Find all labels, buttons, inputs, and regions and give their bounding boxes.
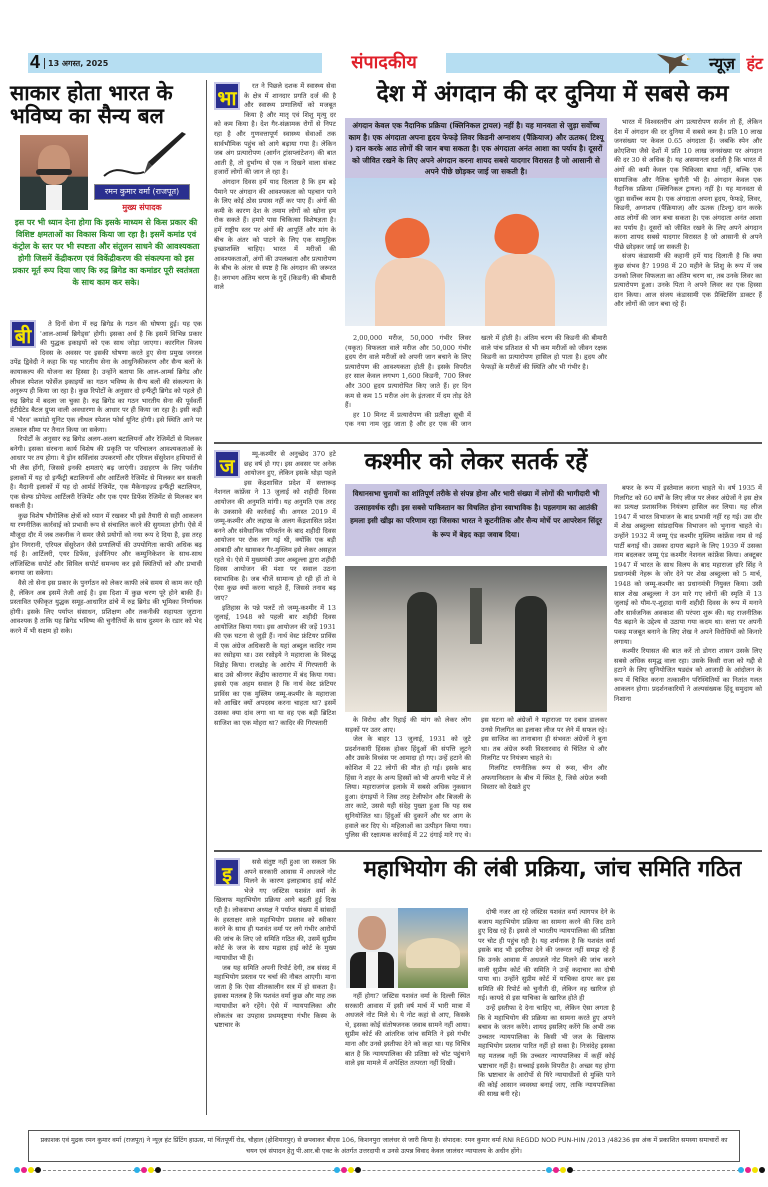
column-pull-quote: इस पर भी ध्यान देना होगा कि इसके माध्यम से किस प्रकार की विशिष्ट क्षमताओं का विकास किया जा रहा है। इसमें कमांड एवं कंट्रोल के स्तर पर भी स्पष्टता और संतुलन साधने की आवश्यकता होगी जिसमें केंद्रीकरण एवं विकेंद्रीकरण की संकल्पना को इस प्रकार मूर्त रूप दिया जाए कि रुद्र ब्रिगेड का कमांडर पूरी स्वतंत्रता के साथ काम कर सके।	[12, 218, 200, 287]
story3-photo-parliament	[398, 908, 468, 988]
paragraph: दोषी नजर आ रहे जस्टिस यशवंत वर्मा त्यागपत्र देने के बजाय महाभियोग प्रक्रिया का सामना करने की जिद ठाने हुए दिख रहे हैं। इससे तो भारतीय न्यायपालिका की प्रतिष्ठा पर चोट ही पहुंच रही है। यह शर्मनाक है कि यशवंत वर्मा इसके बाद भी इस्तीफा देने की जरूरत नहीं समझ रहे हैं कि उनके आवास में अधजले नोट मिलने की जांच करने वाली सुप्रीम कोर्ट की समिति ने उन्हें कदाचार का दोषी पाया था। उन्होंने सुप्रीम कोर्ट में याचिका दायर कर इस समिति की रिपोर्ट को चुनौती दी, लेकिन वह खारिज हो गई। कायदे से इस याचिका के खारिज होते ही	[478, 908, 615, 1003]
story1-headline: देश में अंगदान की दर दुनिया में सबसे कम	[376, 81, 729, 107]
drop-cap: बी	[10, 320, 36, 348]
paragraph: बफर के रूप में इस्तेमाल करना चाहते थे। वर्ष 1935 में गिलगिट को 60 वर्षों के लिए लीज पर लेकर अंग्रेजों ने इस क्षेत्र का प्रत्यक्ष प्रशासनिक नियंत्रण हासिल कर लिया। यह लीज 1947 में भारत विभाजन के बाद प्रभावी नहीं रह गई। उस दौर में शेख अब्दुल्ला सांप्रदायिक विभाजन को भुनाना चाहते थे। उन्होंने 1932 में जम्मू एंड कश्मीर मुस्लिम कांफ्रेंस नाम से नई पार्टी बनाई थी। उसका दायरा बढ़ाने के लिए 1939 में उसका नाम बदलकर जम्मू एंड कश्मीर नेशनल कांफ्रेंस किया। अक्टूबर 1947 में भारत के साथ विलय के बाद महाराजा हरि सिंह ने प्रधानमंत्री नेहरू के जोर देने पर शेख अब्दुल्ला को 5 मार्च, 1948 को जम्मू-कश्मीर का प्रधानमंत्री नियुक्त किया। उसी साल शेख अब्दुल्ला ने उन मारे गए लोगों की स्मृति में 13 जुलाई को यौम-ए-शुहादा यानी शहीदी दिवस के रूप में मनाने और सार्वजनिक अवकाश की परंपरा शुरू की। यह राजनीतिक पैठ बढ़ाने के उद्देश्य से उठाया गया कदम था। सत्ता पर अपनी पकड़ मजबूत बनाने के लिए शेख ने अपने विरोधियों को किनारे लगाया।	[614, 484, 762, 646]
page-number: 4	[30, 52, 41, 72]
section-divider	[214, 442, 762, 444]
column-headline: साकार होता भारत के भविष्य का सैन्य बल	[10, 81, 173, 129]
column-divider	[206, 80, 207, 1115]
registration-marks	[546, 1167, 574, 1175]
story3-middle-column	[345, 992, 470, 1112]
story2-headline: कश्मीर को लेकर सतर्क रहें	[364, 449, 588, 475]
paragraph: संजय कंडासामी की कहानी हमें याद दिलाती है कि क्या कुछ संभव है? 1998 में 20 महीने के शिशु के रूप में जब उनको लिवर विफलता का अंतिम चरण था, तब उनके लिवर का प्रत्यारोपण हुआ। उनके पिता ने अपने लिवर का एक हिस्सा दान किया। आज संजय कंडासामी एक प्रैक्टिसिंग डाक्टर हैं और लोगों की जान बचा रहे हैं।	[614, 252, 762, 309]
story1-middle-columns	[345, 334, 607, 438]
author-photo	[20, 135, 88, 210]
author-designation: मुख्य संपादक	[122, 203, 162, 212]
drop-cap: इ	[214, 858, 240, 886]
registration-marks	[334, 1167, 362, 1175]
paragraph: कुछ विशेष भौगोलिक क्षेत्रों को ध्यान में रखकर भी इसे तैयारी से सही आकलन या रणनीतिक कार्रवाई को प्रभावी रूप से संचालित करने की सुगमता होगी। ऐसे में मौजूदा दौर में जब तकनीक ने समर जैसे प्रयोगों को नया रूप दे दिया है, इस तरह ड्रोन निगरानी, एरियल सेंसुरेशन जैसे प्रणालियों की उपयोगिता काफी अधिक बढ़ गई है। आर्टिलरी, एयर डिफेंस, इंजीनियर और कम्युनिकेशन के साथ-साथ लॉजिस्टिक सपोर्ट और सिविल सपोर्ट समन्वय कर इसे स्थितियों को और प्रभावी बनाया जा सकेगा।	[10, 511, 202, 578]
paragraph: कश्मीर रियासत की बात करें तो डोगरा शासन उसके लिए सबसे अधिक समृद्ध वाला रहा। उसके किसी राजा को गद्दी से हटाने के लिए सुनियोजित षड्यंत्र को आजादी के आंदोलन के रूप में चित्रित करना तत्कालीन परिस्थितियों का नितांत गलत आकलन होगा। प्रदर्शनकारियों ने अल्पसंख्यक हिंदू समुदाय को निशाना	[614, 647, 762, 704]
story3-right-columns	[478, 908, 762, 1112]
paragraph: ससे संतुष्ट नहीं हुआ जा सकता कि अपने सरकारी आवास में अधजले नोट मिलने के कारण इलाहाबाद हाई कोर्ट भेजे गए जस्टिस यशवंत वर्मा के खिलाफ महाभियोग प्रक्रिया आगे बढ़ती हुई दिख रही है। लोकसभा अध्यक्ष ने पर्याप्त संख्या में सांसदों के हस्ताक्षर वाले महाभियोग प्रस्ताव को स्वीकार करने के साथ ही यशवंत वर्मा पर लगे गंभीर आरोपों की जांच के लिए जो समिति गठित की, उसमें सुप्रीम कोर्ट के जज के साथ मद्रास हाई कोर्ट के मुख्य न्यायाधीश भी हैं।	[214, 858, 336, 962]
brand-logo	[655, 50, 765, 76]
paragraph: जेल के बाहर 13 जुलाई, 1931 को जुटे प्रदर्शनकारी हिंसक होकर हिंदुओं की संपत्ति लूटने और उसके विध्वंस पर आमादा हो गए। उन्हें हटाने की कोशिश में 22 लोगों की मौत हो गई। इसके बाद हिंसा ने शहर के अन्य हिस्सों को भी अपनी चपेट में ले लिया। महाराजगंज इलाके में सबसे अधिक नुकसान हुआ। दंगाइयों ने जिस तरह टेलीफोन और बिजली के तार काटे, उससे यही संदेह पुख्ता हुआ कि यह सब सुनियोजित था। हिंदुओं की दुकानें और घर आग के हवाले कर दिए थे। महिलाओं का उत्पीड़न किया गया। पुलिस की रक्षात्मक कार्रवाई में 22 दंगाई मारे गए थे। इस घटना को अंग्रेजों ने महाराजा पर दबाव डालकर उनसे गिलगित का इलाका लीज पर लेने में सफल रहे। इस साजिश का तानाबाना ही संभवतः अंग्रेजों ने बुना था। तब अंग्रेज रूसी विस्तारवाद से चिंतित थे और गिलगिट पर नियंत्रण चाहते थे।	[345, 716, 607, 840]
story1-photo-hands-hearts	[345, 178, 607, 326]
paragraph: उन्हें इस्तीफा दे देना चाहिए था, लेकिन ऐसा लगता है कि वे महाभियोग की प्रक्रिया का सामना करते हुए अपने बचाव के जतन करेंगे। शायद इसलिए करेंगे कि अभी तक उच्चतर न्यायपालिका के किसी भी जज के खिलाफ महाभियोग प्रस्ताव पारित नहीं हो सका है। निःसंदेह इसका यह मतलब नहीं कि उच्चतर न्यायपालिका में कहीं कोई भ्रष्टाचार नहीं है। सच्चाई इसके विपरीत है। अच्छा यह होगा कि भ्रष्टाचार के आरोपों से घिरे न्यायाधीशों से मुक्ति पाने की कोई आसान व्यवस्था बनाई जाए, ताकि न्यायपालिका की साख बनी रहे।	[478, 1003, 615, 1099]
paragraph: म्मू-कश्मीर से अनुच्छेद 370 हटे छह वर्ष हो गए। इस अवसर पर अनेक आयोजन हुए, लेकिन इसके थोड़ा पहले इस केंद्रशासित प्रदेश में सत्तारूढ़ नेशनल कांफ्रेंस ने 13 जुलाई को शहीदी दिवस आयोजन की अनुमति मांगी। यह अनुमति एक तरह के उकसावे की कार्रवाई थी। अगस्त 2019 में जम्मू-कश्मीर और लद्दाख के अलग केंद्रशासित प्रदेश बनने और संवैधानिक परिवर्तन के बाद शहीदी दिवस आयोजन पर रोक लग गई थी, क्योंकि एक बड़ी आबादी और खासकर गैर-मुस्लिम इसे लेकर असहज रहते थे। ऐसे में मुख्यमंत्री उमर अब्दुल्ला द्वारा शहीदी दिवस आयोजन की मंशा पर सवाल उठना स्वाभाविक है। जब चीजें सामान्य हो रही हों तो वे ऐसा कुछ क्यों करना चाहते हैं, जिससे तनाव बढ़ जाए?	[214, 450, 336, 602]
brand-name-2: हंट	[746, 54, 763, 73]
paragraph: नहीं होगा? जस्टिस यशवंत वर्मा के दिल्ली स्थित सरकारी आवास में इसी वर्ष मार्च में भारी मात्रा में अधजले नोट मिले थे। ये नोट कहां से आए, किसके थे, इसका कोई संतोषजनक जवाब सामने नहीं आया। सुप्रीम कोर्ट की आंतरिक जांच समिति ने इसे गंभीर माना और उनसे इस्तीफा देने को कहा था। यह विचित्र बात है कि न्यायपालिका की प्रतिष्ठा को चोट पहुंचाने वाले इस मामले में अपेक्षित तत्परता नहीं दिखी।	[345, 992, 470, 1068]
paragraph: अंगदान दिवस हमें याद दिलाता है कि हम बड़े पैमाने पर अंगदान की आवश्यकता को पहचान पाने के लिए कोई ठोस प्रयास नहीं कर पाए हैं। अंगों की कमी के कारण देश के तमाम लोगों को खोना हम रोक सकते हैं। हमारे पास चिकित्सा विशेषज्ञता है। हमें राष्ट्रीय स्तर पर अंगों की आपूर्ति और मांग के बीच के अंतर को पाटने के लिए एक सामूहिक इच्छाशक्ति चाहिए। भारत में मरीजों की आवश्यकताओं, अंगों की उपलब्धता और प्रत्यारोपण के बीच के अंतर से स्पष्ट है कि अंगदान की जरूरत है। लगभग अंतिम चरण के गुर्दे (किडनी) की बीमारी वाले	[214, 177, 336, 292]
paragraph: वैसे तो सेना इस प्रकार के पुनर्गठन को लेकर काफी लंबे समय से काम कर रही है, लेकिन अब इसमें तेजी आई है। इस दिशा में कुछ चरण पूरे होने बाकी हैं। प्रस्तावित एकीकृत युद्धक समूह-आधारित ढांचे में रुद्र ब्रिगेड की भूमिका निर्णायक होगी। इसके लिए पर्याप्त संसाधन, प्रशिक्षण और तकनीकी सहायता जुटाना आवश्यक है ताकि यह ब्रिगेड भविष्य की चुनौतियों के साथ दुश्मन के रडार को भेद करने में भी सक्षम हो सके।	[10, 579, 202, 635]
imprint-box: प्रकाशक एवं मुद्रक रमन कुमार वर्मा (राजपूत) ने न्यूज़ हंट प्रिंटिंग हाऊस, मां चिंतपूर्णी रोड, चौहाल (होशियारपुर) से छपवाकर बीएस 106, किशनपुरा जालंधर से जारी किया है। संपादक: रमन कुमार वर्मा RNI REGDD NOD PUN-HIN /2013 /48236 इस अंक में प्रकाशित समस्या समाचारों का चयन एवं संपादन हेतु पी.आर.बी एक्ट के अंतर्गत उत्तरदायी व उनसे उत्पन्न विवाद केवल जालंधर न्यायालय के अधीन होंगे।	[28, 1130, 740, 1162]
paragraph: 2,00,000 मरीज, 50,000 गंभीर लिवर (यकृत) विफलता वाले मरीज और 50,000 गंभीर हृदय रोग वाले मरीजों को अपनी जान बचाने के लिए प्रत्यारोपण की आवश्यकता होती है। इसके विपरीत हर साल केवल लगभग 1,600 किडनी, 700 लिवर और 300 हृदय प्रत्यारोपित किए जाते हैं। हर दिन कम से कम 15 मरीज अंग के इंतजार में दम तोड़ देते हैं।	[345, 334, 471, 410]
story1-right-column	[614, 118, 762, 438]
drop-cap: भा	[214, 82, 240, 110]
story2-pull-quote: विधानसभा चुनावों का शांतिपूर्ण तरीके से संपन्न होना और भारी संख्या में लोगों की भागीदारी भी उत्साहवर्धक रही। इस सबसे पाकिस्तान का विचलित होना स्वाभाविक है। पहलगाम का आतंकी हमला इसी खीझ का परिणाम रहा जिसका भारत ने कूटनीतिक और सैन्य मोर्चे पर आपरेशन सिंदूर के रूप में बेहद कड़ा जवाब दिया।	[345, 484, 607, 556]
paragraph: ते दिनों सेना में रुद्र ब्रिगेड के गठन की घोषणा हुई। यह एक 'आल-आर्म्स ब्रिगेड्स' होगी। इसका अर्थ है कि इसमें विभिन्न प्रकार की युद्धक इकाइयों को एक साथ जोड़ा जाएगा। कारगिल विजय दिवस के अवसर पर इसकी घोषणा करते हुए सेना प्रमुख जनरल उपेंद्र द्विवेदी ने कहा कि यह भारतीय सेना के आधुनिकीकरण और सैन्य बलों के कायाकल्प की योजना का हिस्सा है। उन्होंने बताया कि आल-आर्म्स ब्रिगेड और लीथल स्पेशल फोर्सेज इकाइयों का गठन भविष्य के सैन्य बलों की संकल्पना के अनुरूप ही किया जा रहा है। कुछ रिपोर्टों के अनुसार दो इन्फैंट्री ब्रिगेड को पहले ही रुद्र ब्रिगेड में बदला जा चुका है। रुद्र ब्रिगेड का गठन भारतीय सेना की पूर्ववर्ती इंटीग्रेटेड बैटल ग्रुप्स वाली अवधारणा के आधार पर ही किया जा रहा है। इसी कड़ी में 'भैरव' कमांडो यूनिट एक लीथल स्पेशल फोर्स यूनिट होगी। इसे स्थिति आने पर तत्काल सीमा पर तैनात किया जा सकेगा।	[10, 320, 202, 434]
issue-date: 13 अगस्त, 2025	[44, 58, 108, 69]
story2-left-column	[214, 450, 336, 845]
section-divider	[214, 850, 762, 852]
registration-marks	[134, 1167, 162, 1175]
story2-right-column	[614, 484, 762, 846]
eagle-icon	[655, 50, 693, 76]
paragraph: रिपोर्टों के अनुसार रुद्र ब्रिगेड अलग-अलग बटालियनों और रेजिमेंटों से मिलकर बनेगी। इसका संरचना कार्य विशेष की प्रकृति पर परिचालन आवश्यकताओं के आधार पर तय होगा। ये ड्रोन सर्विलांस उपकरणों और एरियल सेंसुरेशन हथियारों से भी लैस होंगी, जिससे इनकी क्षमताएं बढ़ जाएंगी। उदाहरण के लिए पर्वतीय इलाकों में यह दो इन्फैंट्री बटालियनों और आर्टिलरी रेजिमेंट से मिलकर बन सकती है। मैदानी इलाकों में यह दो आर्मर्ड रेजिमेंट, एक मैकेनाइज्ड इन्फैंट्री बटालियन, एक सेल्फ प्रोपेल्ड आर्टिलरी रेजिमेंट और एक एयर डिफेंस रेजिमेंट से मिलकर बन सकती है।	[10, 435, 202, 511]
section-title: संपादकीय	[322, 50, 446, 76]
pen-icon	[100, 132, 190, 180]
paragraph: हर 10 मिनट में प्रत्यारोपण की प्रतीक्षा सूची में एक नया नाम जुड़ जाता है और हर एक की जान खतरे में होती है। अंतिम चरण की किडनी की बीमारी वाले पांच प्रतिशत से भी कम मरीजों को जीवन रक्षक किडनी का प्रत्यारोपण हासिल हो पाता है। हृदय और फेफड़ों के मरीजों की स्थिति और भी गंभीर है।	[345, 334, 607, 429]
author-name: रमन कुमार वर्मा (राजपूत)	[94, 184, 190, 200]
story2-middle-columns	[345, 716, 607, 846]
story3-headline: महाभियोग की लंबी प्रक्रिया, जांच समिति गठित	[363, 857, 742, 882]
paragraph: रत ने पिछले दशक में स्वास्थ्य सेवा के क्षेत्र में शानदार प्रगति दर्ज की है और स्वास्थ्य प्रणालियों को मजबूत किया है और मातृ एवं शिशु मृत्यु दर को कम किया है। देश गैर-संक्रामक रोगों से निपट रहा है और गुणवत्तापूर्ण स्वास्थ्य सेवाओं तक सार्वभौमिक पहुंच को आगे बढ़ाया गया है। लेकिन जब अंग प्रत्यारोपण (आर्गन ट्रांसप्लांटेशन) की बात आती है, तो दुर्भाग्य से एक न दिखने वाला संकट हजारों लोगों की जान ले रहा है।	[214, 82, 336, 177]
paragraph: गिलगिट रणनीतिक रूप से रूस, चीन और अफगानिस्तान के बीच में स्थित है, जिसे अंग्रेज रूसी विस्तार को देखते हुए	[481, 763, 607, 792]
story1-pull-quote: अंगदान केवल एक नैदानिक प्रक्रिया (क्लिनिकल ट्रायल) नहीं है। यह मानवता से जुड़ा सर्वोच्च काम है। एक अंगदाता अपना हृदय फेफड़े लिवर किडनी अग्नाशय (पैंक्रियाज) और ऊतक( टिश्यू ) दान करके आठ लोगों की जान बचा सकता है। एक अंगदाता अनंत आशा का पर्याय है। दूसरों को जीवित रखने के लिए अपने अंगदान करना शायद सबसे यादगार विरासत है जो आसानी से अपने पीछे छोड़कर जाई जा सकती है।	[345, 118, 607, 178]
registration-marks	[14, 1167, 42, 1175]
story3-left-column	[214, 858, 336, 1114]
story3-photo-justice	[346, 908, 398, 988]
drop-cap: ज	[214, 450, 240, 478]
paragraph: इतिहास के पन्ने पलटें तो जम्मू-कश्मीर में 13 जुलाई, 1948 को पहली बार शहीदी दिवस आयोजित किया गया। इस आयोजन की जड़ें 1931 की एक घटना से जुड़ी हैं। नार्थ वेस्ट फ्रंटियर प्राविंस में एक अंग्रेज अधिकारी के यहां अब्दुल कादिर नाम का रसोइया था। उस रसोइये ने महाराजा के विरुद्ध विद्रोह किया। राजद्रोह के आरोप में गिरफ्तारी के बाद उसे श्रीनगर केंद्रीय कारागार में बंद किया गया। इससे एक अहम सवाल है कि नार्थ वेस्ट फ्रंटियर प्राविंस का एक मुस्लिम जम्मू-कश्मीर के महाराजा को आखिर क्यों अपदस्थ करना चाहता था? इसमें उसका क्या दांव लगा था या वह एक बड़ी ब्रिटिश साजिश का एक मोहरा था? कादिर की गिरफ्तारी	[214, 603, 336, 727]
story1-left-column	[214, 82, 336, 437]
story2-photo-soldiers	[345, 566, 607, 712]
paragraph: भारत में विश्वस्तरीय अंग प्रत्यारोपण सर्जन तो हैं, लेकिन देश में अंगदान की दर दुनिया में सबसे कम है। प्रति 10 लाख जनसंख्या पर केवल 0.65 अंगदाता हैं। जबकि स्पेन और क्रोएशिया जैसे देशों में प्रति 10 लाख जनसंख्या पर अंगदान की दर 30 से अधिक है। यह असमानता दर्शाती है कि भारत में अंगों की कमी केवल एक चिकित्सा बाधा नहीं, बल्कि एक सामाजिक और नैतिक चुनौती भी है। अंगदान केवल एक नैदानिक प्रक्रिया (क्लिनिकल ट्रायल) नहीं है। यह मानवता से जुड़ा सर्वोच्च काम है। एक अंगदाता अपना हृदय, फेफड़े, लिवर, किडनी, अग्नाशय (पैंक्रियाज) और ऊतक (टिश्यू) दान करके आठ लोगों की जान बचा सकता है। एक अंगदाता अनंत आशा का पर्याय है। दूसरों को जीवित रखने के लिए अपने अंगदान करना शायद सबसे यादगार विरासत है जो आसानी से अपने पीछे छोड़कर जाई जा सकती है।	[614, 118, 762, 251]
paragraph: जब यह समिति अपनी रिपोर्ट देगी, तब संसद में महाभियोग प्रस्ताव पर चर्चा की नौबत आएगी। माना जाता है कि ऐसा शीतकालीन सत्र में हो सकता है। इसका मतलब है कि यशवंत वर्मा कुछ और माह तक न्यायाधीश बने रहेंगे। ऐसे में न्यायपालिका और लोकतंत्र का उपहास प्रथमदृष्टया गंभीर किस्म के भ्रष्टाचार के	[214, 963, 336, 1030]
paragraph: के विरोध और रिहाई की मांग को लेकर लोग सड़कों पर उतर आए।	[345, 716, 471, 734]
registration-marks	[738, 1167, 766, 1175]
column-body	[10, 320, 202, 1110]
brand-name-1: न्यूज़	[709, 54, 735, 73]
